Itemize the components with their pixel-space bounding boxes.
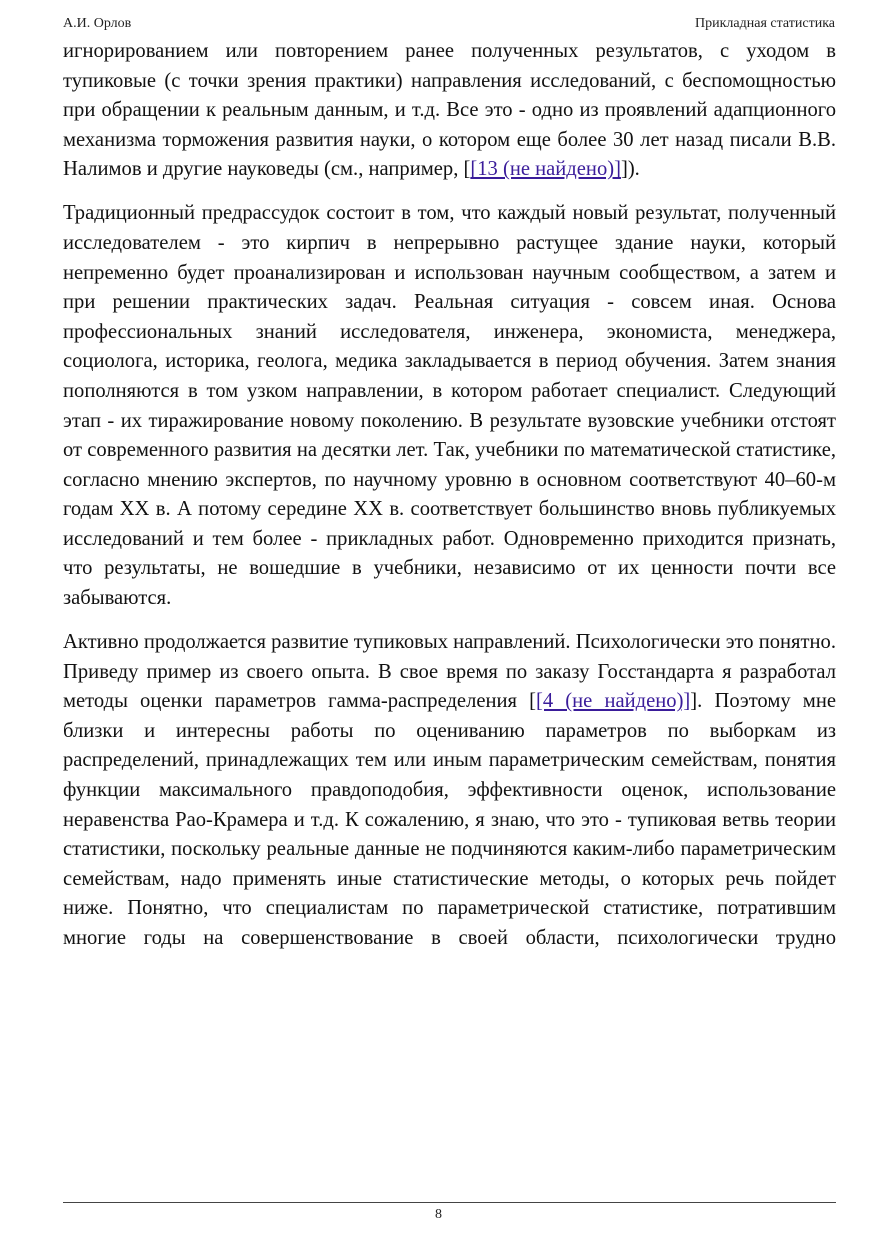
paragraph-2: Традиционный предрассудок состоит в том, что каждый новый результат, полученный исследователем - это кирпич в непрерывно растущее здание науки, который непременно будет проанализирован и использован научным сообществом, а затем и при решении практических задач. Реальная ситуация - совсем иная. Основа профессиональных знаний исследователя, инженера, экономиста, менеджера, социолога, историка, геолога, медика закладывается в период обучения. Затем знания пополняются в том узком направлении, в котором работает специалист. Следующий этап - их тиражирование новому поколению. В результате вузовские учебники отстоят от современного развития на десятки лет. Так, учебники по математической статистике, согласно мнению экспертов, по научному уровню в основном соответствуют 40–60-м годам ХХ в. А потому середине ХХ в. соответствует большинство вновь публикуемых исследований и тем более - прикладных работ. Одновременно приходится признать, что результаты, не вошедшие в учебники, независимо от их ценности почти все забываются. (63, 202, 836, 610)
page-header (63, 16, 835, 34)
paragraph-1-text: игнорированием или повторением ранее полученных результатов, с уходом в тупиковые (с точки зрения практики) направления исследований, с беспомощностью при обращении к реальным данным, и т.д. Все это - одно из проявлений адапционного механизма торможения развития науки, о котором еще более 30 лет назад писали В.В. Налимов и другие науковеды (см., например, [ (63, 40, 836, 181)
reference-link-4[interactable]: [4 (не найдено)] (536, 690, 691, 713)
reference-link-13[interactable]: [13 (не найдено)] (470, 158, 621, 181)
paragraph-3 (63, 628, 836, 954)
paragraph-1-text-end: ]). (620, 158, 640, 181)
paragraph-1 (63, 37, 836, 185)
paragraph-3-text: Активно продолжается развитие тупиковых направлений. Психологически это понятно. Приведу пример из своего опыта. В свое время по заказу Госстандарта я разработал методы оценки параметров гамма-распределения [ (63, 631, 836, 713)
document-body (63, 37, 836, 954)
page-number: 8 (435, 1207, 442, 1222)
footer-divider (63, 1202, 836, 1203)
header-title: Прикладная статистика (695, 16, 835, 31)
paragraph-3-text-end: ]. Поэтому мне близки и интересны работы по оцениванию параметров по выборкам из распределений, принадлежащих тем или иным параметрическим семействам, понятия функции максимального правдоподобия, эффективности оценок, использование неравенства Рао-Крамера и т.д. К сожалению, я знаю, что это - тупиковая ветвь теории статистики, поскольку реальные данные не подчиняются каким-либо параметрическим семействам, надо применять иные статистические методы, о которых речь пойдет ниже. Понятно, что специалистам по параметрической статистике, потратившим многие годы на совершенствование в своей области, психологически трудно (63, 690, 836, 949)
header-author: А.И. Орлов (63, 16, 132, 31)
